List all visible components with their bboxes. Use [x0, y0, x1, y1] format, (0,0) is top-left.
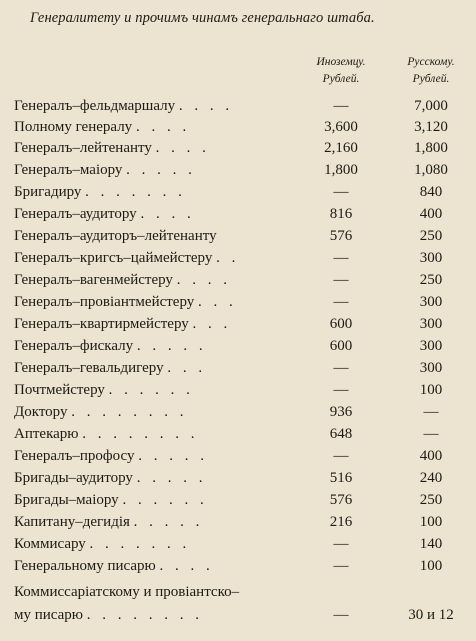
- row-label: Полному генералу . . . .: [14, 119, 191, 135]
- russian-value: 250: [419, 272, 443, 288]
- russian-value: 300: [419, 338, 443, 354]
- russian-value: 100: [419, 514, 443, 530]
- table-row: [0, 138, 476, 159]
- foreign-value: 216: [329, 514, 353, 530]
- russian-value: 400: [419, 206, 443, 222]
- row-label: Генеральному писарю . . . .: [14, 558, 214, 574]
- column-header-russian: [396, 54, 466, 88]
- russian-value: 300: [419, 250, 443, 266]
- page-title: Генералитету и прочимъ чинамъ генеральнаго штаба.: [30, 10, 375, 26]
- foreign-value: —: [333, 448, 349, 464]
- foreign-value: 1,800: [324, 162, 358, 178]
- russian-value: 100: [419, 382, 443, 398]
- foreign-value: 516: [329, 470, 353, 486]
- row-label: Генералъ–вагенмейстеру . . . .: [14, 272, 231, 288]
- row-label: Генералъ–лейтенанту . . . .: [14, 140, 210, 156]
- row-label: Бригады–аудитору . . . . .: [14, 470, 207, 486]
- table-row: [0, 512, 476, 533]
- foreign-value: —: [333, 536, 349, 552]
- row-label: Аптекарю . . . . . . . .: [14, 426, 199, 442]
- russian-value: 30 и 12: [408, 607, 454, 623]
- row-label: Генералъ–кригсъ–цаймейстеру . .: [14, 250, 240, 266]
- russian-value: —: [423, 426, 439, 442]
- table-row: [0, 182, 476, 203]
- table-row: [0, 468, 476, 489]
- row-label: Доктору . . . . . . . .: [14, 404, 188, 420]
- table-row: [0, 160, 476, 181]
- row-label: Генералъ–фискалу . . . . .: [14, 338, 207, 354]
- russian-value: 300: [419, 294, 443, 310]
- russian-value: 300: [419, 316, 443, 332]
- column-header-foreign-line1: Иноземцу.: [316, 56, 366, 68]
- row-label: му писарю . . . . . . . .: [14, 607, 204, 623]
- russian-value: 1,080: [414, 162, 448, 178]
- row-label: Генералъ–аудиторъ–лейтенанту: [14, 228, 217, 244]
- foreign-value: 576: [329, 492, 353, 508]
- row-label: Генералъ–квартирмейстеру . . .: [14, 316, 232, 332]
- table-row: [0, 292, 476, 313]
- foreign-value: —: [333, 607, 349, 623]
- table-row: [0, 380, 476, 401]
- russian-value: 1,800: [414, 140, 448, 156]
- row-label: Генералъ–профосу . . . . .: [14, 448, 208, 464]
- row-label: Генералъ–гевальдигеру . . .: [14, 360, 207, 376]
- table-row: [0, 117, 476, 138]
- russian-value: 7,000: [414, 98, 448, 114]
- russian-value: 3,120: [414, 119, 448, 135]
- table-row: [0, 582, 476, 603]
- column-header-foreign: [306, 54, 376, 88]
- table-row: [0, 204, 476, 225]
- foreign-value: 576: [329, 228, 353, 244]
- column-header-russian-line1: Русскому.: [407, 56, 455, 68]
- row-label: Коммисару . . . . . . .: [14, 536, 191, 552]
- table-row: [0, 490, 476, 511]
- row-label: Бригадиру . . . . . . .: [14, 184, 186, 200]
- table-row: [0, 226, 476, 247]
- row-label: Бригады–маіору . . . . . .: [14, 492, 208, 508]
- table-row: [0, 424, 476, 445]
- column-header-foreign-line2: Рублей.: [322, 73, 360, 85]
- foreign-value: —: [333, 184, 349, 200]
- russian-value: 250: [419, 492, 443, 508]
- table-row: [0, 446, 476, 467]
- russian-value: 100: [419, 558, 443, 574]
- russian-value: —: [423, 404, 439, 420]
- row-label: Генералъ–фельдмаршалу . . . .: [14, 98, 234, 114]
- table-row: [0, 96, 476, 117]
- table-row: [0, 605, 476, 626]
- foreign-value: —: [333, 360, 349, 376]
- table-row: [0, 270, 476, 291]
- row-label: Капитану–дегидія . . . . .: [14, 514, 204, 530]
- table-row: [0, 336, 476, 357]
- row-label: Генералъ–провіантмейстеру . . .: [14, 294, 237, 310]
- russian-value: 400: [419, 448, 443, 464]
- foreign-value: —: [333, 272, 349, 288]
- table-row: [0, 534, 476, 555]
- foreign-value: —: [333, 382, 349, 398]
- russian-value: 240: [419, 470, 443, 486]
- foreign-value: —: [333, 250, 349, 266]
- foreign-value: 600: [329, 338, 353, 354]
- table-row: [0, 358, 476, 379]
- russian-value: 300: [419, 360, 443, 376]
- foreign-value: —: [333, 558, 349, 574]
- table-row: [0, 402, 476, 423]
- russian-value: 140: [419, 536, 443, 552]
- row-label: Коммиссаріатскому и провіантско–: [14, 584, 240, 600]
- foreign-value: 816: [329, 206, 353, 222]
- foreign-value: 648: [329, 426, 353, 442]
- foreign-value: 600: [329, 316, 353, 332]
- foreign-value: —: [333, 294, 349, 310]
- row-label: Почтмейстеру . . . . . .: [14, 382, 194, 398]
- foreign-value: —: [333, 98, 349, 114]
- russian-value: 250: [419, 228, 443, 244]
- foreign-value: 3,600: [324, 119, 358, 135]
- russian-value: 840: [419, 184, 443, 200]
- foreign-value: 936: [329, 404, 353, 420]
- column-header-russian-line2: Рублей.: [412, 73, 450, 85]
- table-row: [0, 248, 476, 269]
- row-label: Генералъ–аудитору . . . .: [14, 206, 195, 222]
- row-label: Генералъ–маіору . . . . .: [14, 162, 196, 178]
- table-row: [0, 314, 476, 335]
- table-row: [0, 556, 476, 577]
- foreign-value: 2,160: [324, 140, 358, 156]
